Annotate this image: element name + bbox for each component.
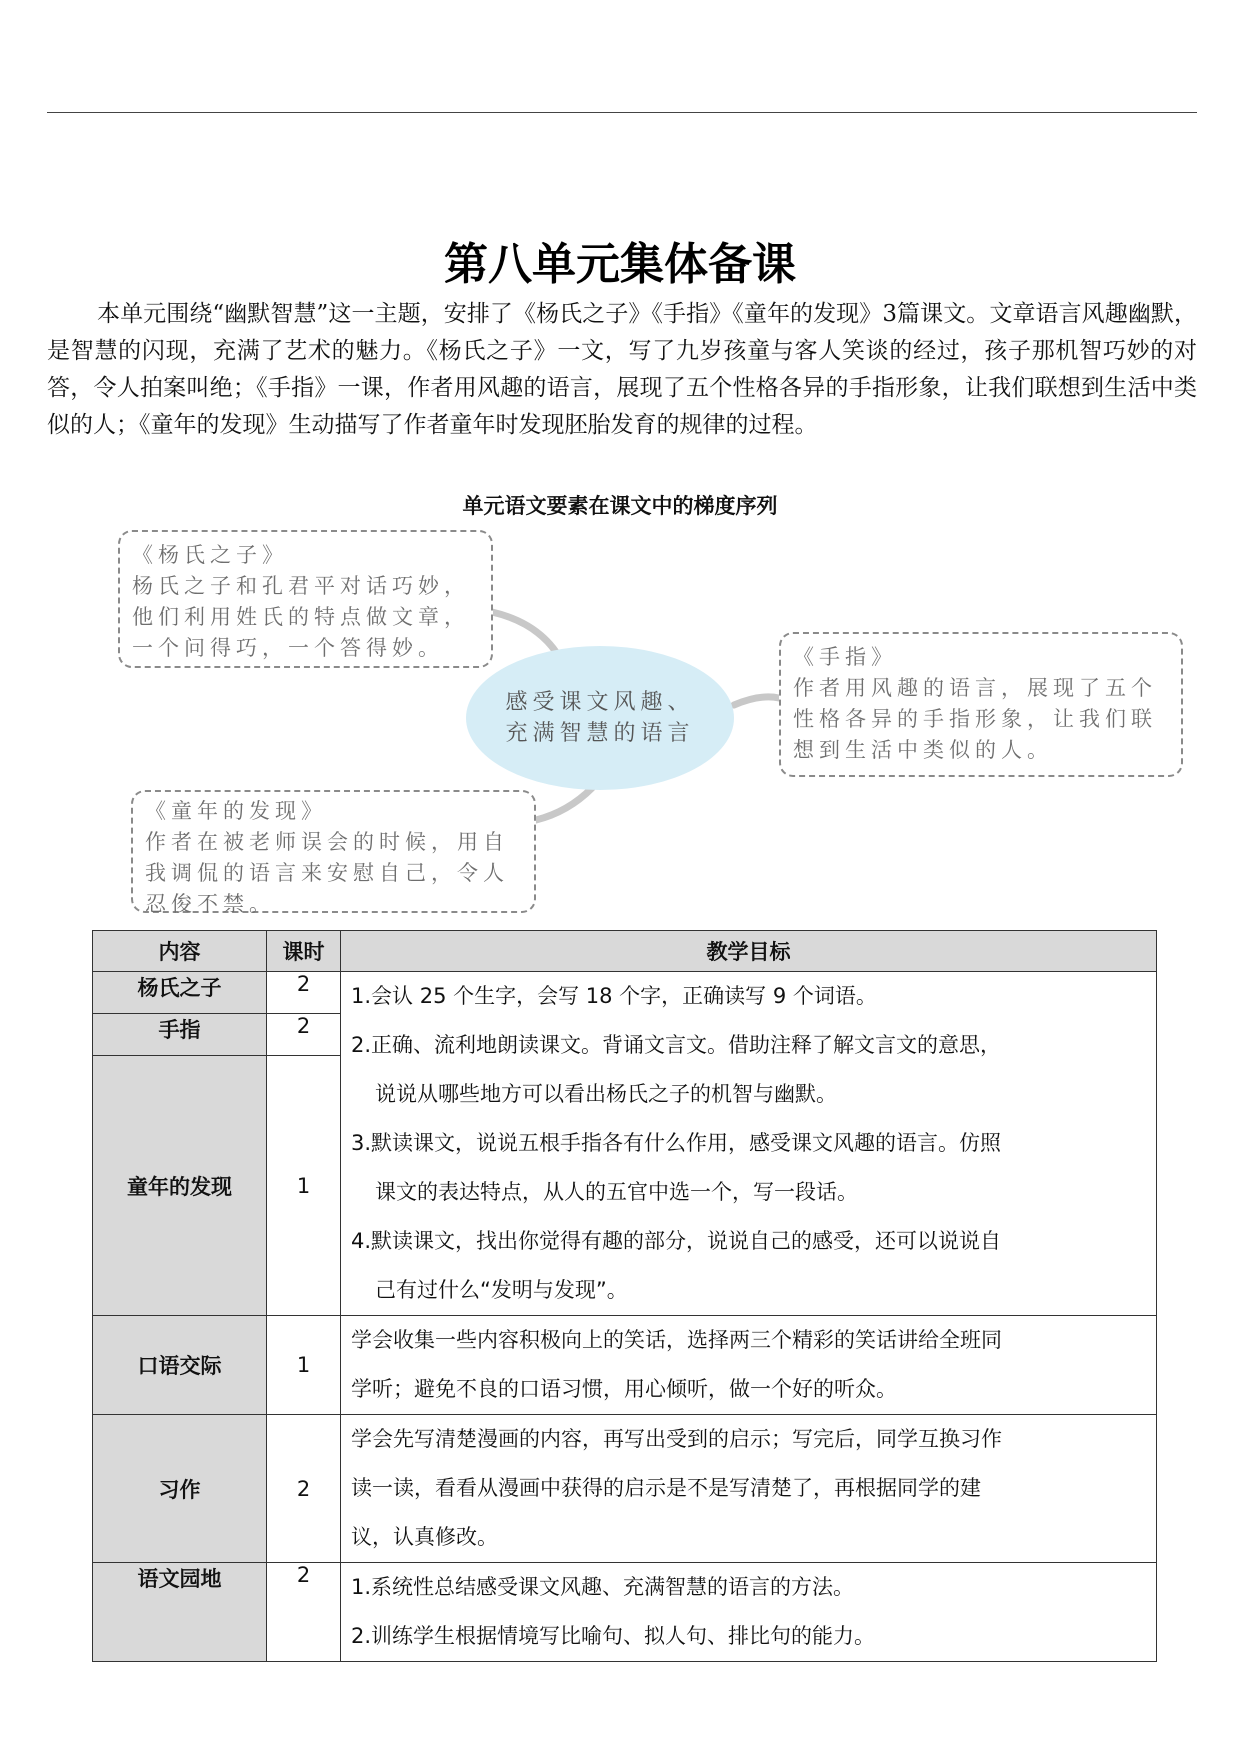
bubble-title: 《童年的发现》 <box>145 799 327 823</box>
goal-line: 己有过什么“发明与发现”。 <box>375 1278 628 1302</box>
goals-oral <box>341 1316 1157 1415</box>
goal-line: 议，认真修改。 <box>351 1525 498 1549</box>
goals-writing <box>341 1415 1157 1563</box>
goal-line: 1.系统性总结感受课文风趣、充满智慧的语言的方法。 <box>351 1575 855 1599</box>
intro-paragraph: 本单元围绕“幽默智慧”这一主题，安排了《杨氏之子》《手指》《童年的发现》3篇课文。文章语言风趣幽默，是智慧的闪现，充满了艺术的魅力。《杨氏之子》一文，写了九岁孩童与客人笑谈的经过，孩子那机智巧妙的对答，令人拍案叫绝；《手指》一课，作者用风趣的语言，展现了五个性格各异的手指形象，让我们联想到生活中类似的人；《童年的发现》生动描写了作者童年时发现胚胎发育的规律的过程。 <box>47 301 1197 438</box>
bubble-title: 《手指》 <box>793 645 897 669</box>
bubble-line: 一个问得巧，一个答得妙。 <box>132 636 444 660</box>
row-name: 手指 <box>93 1014 267 1056</box>
goal-line: 学会先写清楚漫画的内容，再写出受到的启示；写完后，同学互换习作 <box>351 1427 1002 1451</box>
center-line: 充满智慧的语言 <box>505 721 695 746</box>
goals-garden <box>341 1563 1157 1662</box>
header-hours: 课时 <box>267 931 341 972</box>
goal-line: 4.默读课文，找出你觉得有趣的部分，说说自己的感受，还可以说说自 <box>351 1229 1002 1253</box>
goal-line: 学会收集一些内容积极向上的笑话，选择两三个精彩的笑话讲给全班同 <box>351 1328 1002 1352</box>
bubble-line: 作者在被老师误会的时候，用自 <box>145 830 509 854</box>
row-name: 杨氏之子 <box>93 972 267 1014</box>
center-line: 感受课文风趣、 <box>505 690 695 715</box>
row-hours: 1 <box>267 1316 341 1415</box>
row-name: 习作 <box>93 1415 267 1563</box>
bubble-line: 他们利用姓氏的特点做文章， <box>132 605 470 629</box>
row-name: 童年的发现 <box>93 1056 267 1316</box>
header-content: 内容 <box>93 931 267 972</box>
goal-line: 课文的表达特点，从人的五官中选一个，写一段话。 <box>375 1180 858 1204</box>
connector-3 <box>536 788 592 820</box>
header-goals: 教学目标 <box>341 931 1157 972</box>
row-name: 语文园地 <box>93 1563 267 1662</box>
lesson-plan-table <box>92 930 1157 1662</box>
row-name: 口语交际 <box>93 1316 267 1415</box>
table-row <box>93 1316 1157 1415</box>
bubble-tongnian <box>131 790 536 916</box>
goals-lessons <box>341 972 1157 1316</box>
bubble-line: 性格各异的手指形象，让我们联 <box>793 707 1157 731</box>
bubble-line: 作者用风趣的语言，展现了五个 <box>793 676 1157 700</box>
connector-2 <box>734 697 779 705</box>
goal-line: 3.默读课文，说说五根手指各有什么作用，感受课文风趣的语言。仿照 <box>351 1131 1002 1155</box>
bubble-line: 杨氏之子和孔君平对话巧妙， <box>132 574 470 598</box>
bubble-line: 忍俊不禁。 <box>145 892 275 916</box>
goal-line: 2.正确、流利地朗读课文。背诵文言文。借助注释了解文言文的意思， <box>351 1033 1002 1057</box>
goal-line: 说说从哪些地方可以看出杨氏之子的机智与幽默。 <box>375 1082 837 1106</box>
row-hours: 1 <box>267 1056 341 1316</box>
connector-1 <box>492 612 556 652</box>
row-hours: 2 <box>267 1563 341 1662</box>
document-title: 第八单元集体备课 <box>444 239 796 290</box>
bubble-line: 想到生活中类似的人。 <box>793 738 1053 762</box>
row-hours: 2 <box>267 1014 341 1056</box>
table-row <box>93 1563 1157 1662</box>
goal-line: 2.训练学生根据情境写比喻句、拟人句、排比句的能力。 <box>351 1624 876 1648</box>
table-header-row <box>93 931 1157 972</box>
row-hours: 2 <box>267 1415 341 1563</box>
bubble-yangshi <box>118 530 493 668</box>
diagram-center-ellipse <box>466 646 734 790</box>
table-row <box>93 1415 1157 1563</box>
goal-line: 学听；避免不良的口语习惯，用心倾听，做一个好的听众。 <box>351 1377 897 1401</box>
bubble-title: 《杨氏之子》 <box>132 543 288 567</box>
goal-line: 1.会认 25 个生字，会写 18 个字，正确读写 9 个词语。 <box>351 984 877 1008</box>
diagram-title: 单元语文要素在课文中的梯度序列 <box>462 494 778 518</box>
bubble-line: 我调侃的语言来安慰自己，令人 <box>145 861 509 885</box>
goal-line: 读一读，看看从漫画中获得的启示是不是写清楚了，再根据同学的建 <box>351 1476 981 1500</box>
row-hours: 2 <box>267 972 341 1014</box>
bubble-shouzhi <box>779 632 1183 777</box>
table-row <box>93 972 1157 1014</box>
